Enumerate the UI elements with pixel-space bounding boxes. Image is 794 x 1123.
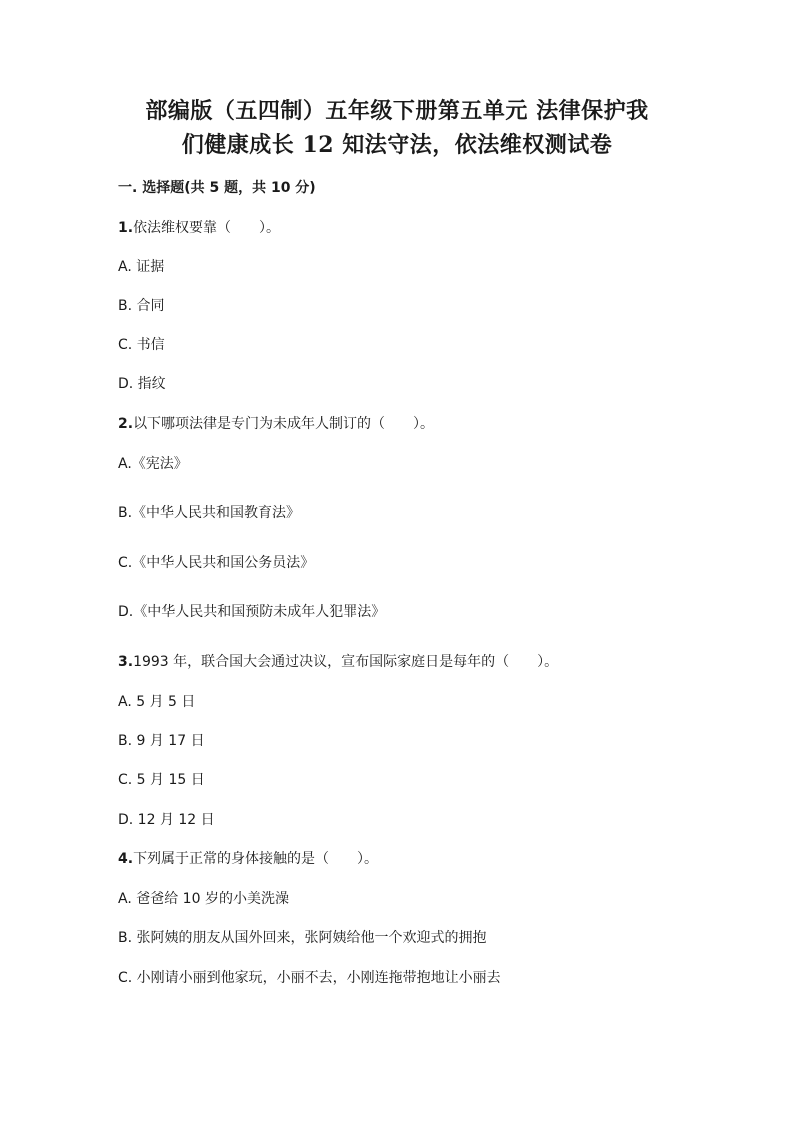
section-heading: 一. 选择题(共 5 题，共 10 分) (118, 180, 316, 196)
question-text: 下列属于正常的身体接触的是（ ）。 (133, 851, 379, 867)
question-3-option-c: C. 5 月 15 日 (118, 772, 205, 788)
question-4-option-b: B. 张阿姨的朋友从国外回来，张阿姨给他一个欢迎式的拥抱 (118, 930, 487, 946)
question-1 (118, 218, 280, 238)
question-2-option-b: B.《中华人民共和国教育法》 (118, 505, 301, 521)
question-text: 依法维权要靠（ ）。 (133, 220, 281, 236)
question-text: 1993 年，联合国大会通过决议，宣布国际家庭日是每年的（ ）。 (133, 654, 559, 670)
question-3-option-b: B. 9 月 17 日 (118, 733, 205, 749)
question-2-option-d: D.《中华人民共和国预防未成年人犯罪法》 (118, 604, 386, 620)
question-text: 以下哪项法律是专门为未成年人制订的（ ）。 (133, 416, 435, 432)
question-2 (118, 414, 434, 434)
question-1-option-d: D. 指纹 (118, 376, 166, 392)
question-3-option-a: A. 5 月 5 日 (118, 694, 196, 710)
question-1-option-a: A. 证据 (118, 259, 165, 275)
question-4 (118, 849, 378, 869)
question-1-option-c: C. 书信 (118, 337, 165, 353)
question-3-option-d: D. 12 月 12 日 (118, 812, 215, 828)
question-number: 4. (118, 851, 134, 867)
question-2-option-c: C.《中华人民共和国公务员法》 (118, 555, 315, 571)
question-number: 1. (118, 220, 134, 236)
document-title-line-1: 部编版（五四制）五年级下册第五单元 法律保护我 (145, 98, 649, 124)
question-number: 2. (118, 416, 134, 432)
question-number: 3. (118, 654, 134, 670)
document-title-line-2: 们健康成长 12 知法守法，依法维权测试卷 (181, 132, 613, 158)
question-1-option-b: B. 合同 (118, 298, 165, 314)
question-3 (118, 652, 558, 672)
question-4-option-a: A. 爸爸给 10 岁的小美洗澡 (118, 891, 289, 907)
question-2-option-a: A.《宪法》 (118, 456, 188, 472)
question-4-option-c: C. 小刚请小丽到他家玩，小丽不去，小刚连拖带抱地让小丽去 (118, 970, 501, 986)
